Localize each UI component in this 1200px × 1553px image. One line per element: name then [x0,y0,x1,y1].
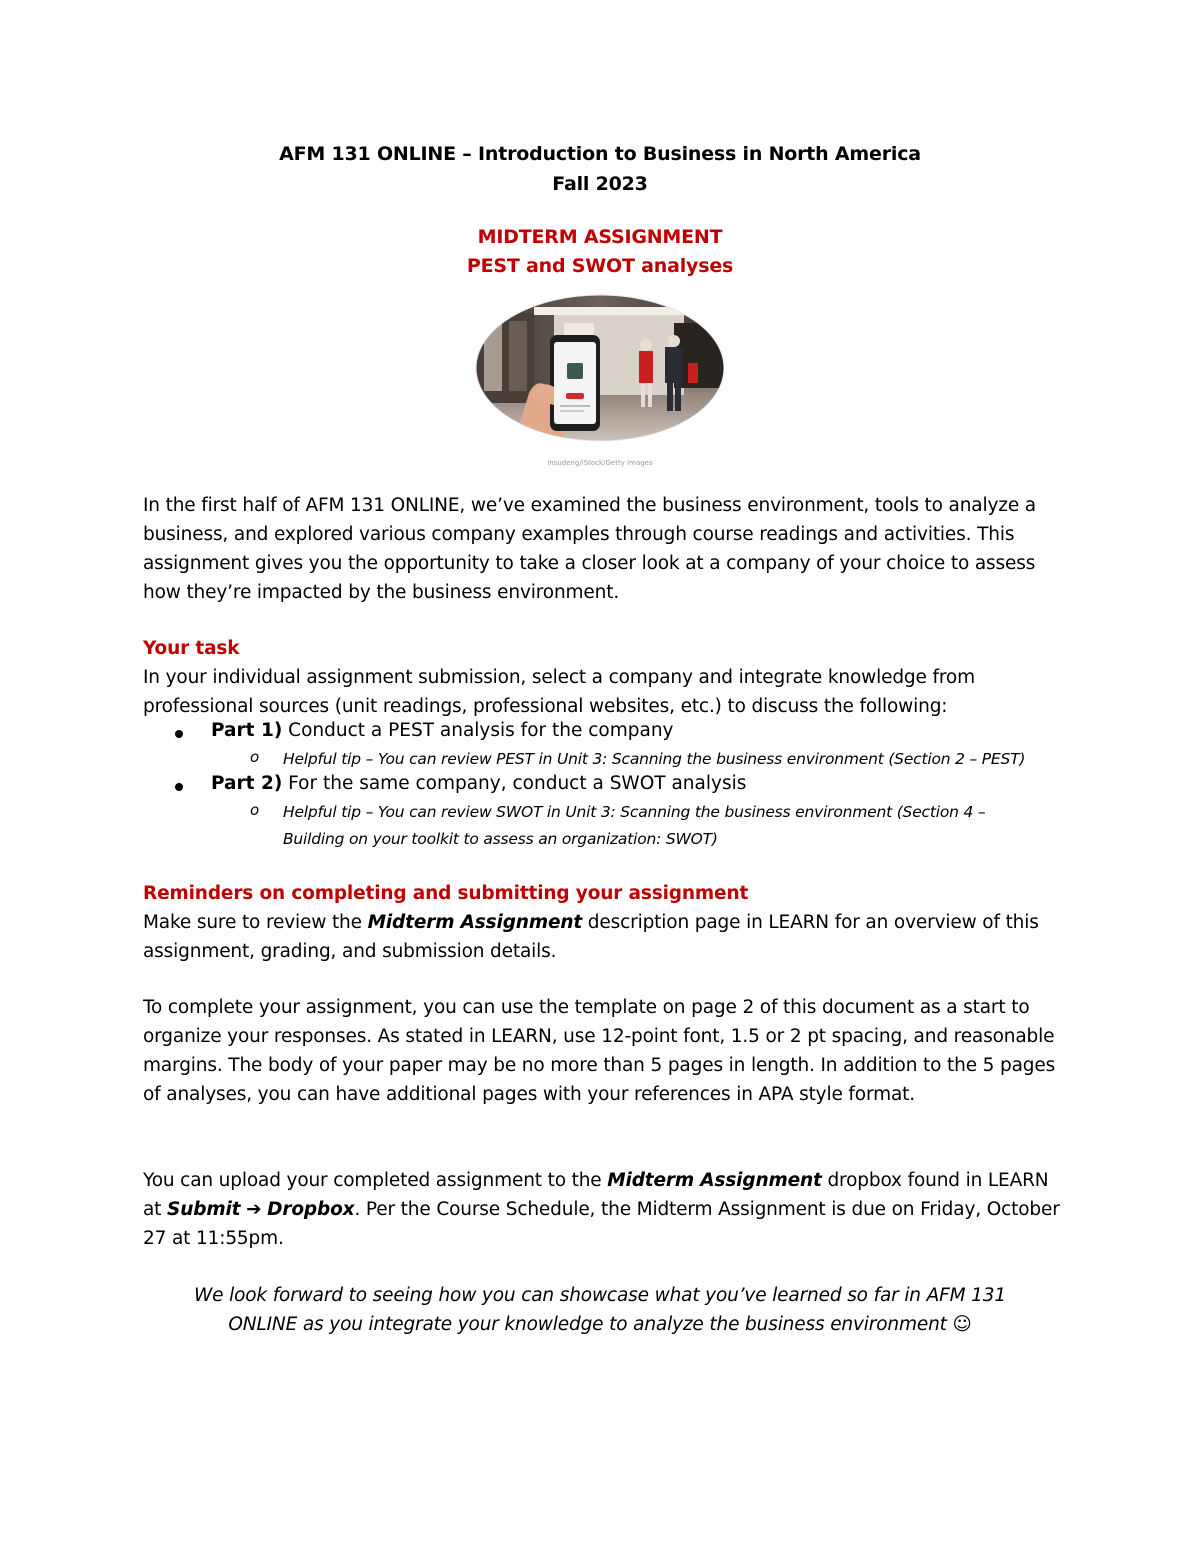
part-2-tip-line2: Building on your toolkit to assess an organization: SWOT) [283,830,718,848]
part-2-tip-line1: Helpful tip – You can review SWOT in Unit 3: Scanning the business environment (Section 4 – [283,803,986,821]
assignment-title: MIDTERM ASSIGNMENT [477,226,723,248]
submit-emphasis: Submit [167,1199,241,1220]
part-1-label: Part 1) [211,720,283,741]
part-2-text: For the same company, conduct a SWOT analysis [288,773,747,794]
part-1-tip: Helpful tip – You can review PEST in Unit 3: Scanning the business environment (Section 2 – PEST) [283,750,1026,768]
reminders-p3 [143,1166,1063,1253]
task-text: In your individual assignment submission, select a company and integrate knowledge from professional sources (unit readings, professional websites, etc.) to discuss the following: [143,667,975,717]
sub-bullet-icon: o [250,801,260,819]
reminders-p3-pre: You can upload your completed assignment to the [143,1170,608,1191]
bullet-icon [175,783,183,791]
task-heading: Your task [143,638,240,659]
arrow-icon: ➔ [246,1199,262,1220]
sub-bullet-icon: o [250,748,260,766]
store-shopping-photo [474,293,726,443]
reminders-p2: To complete your assignment, you can use the template on page 2 of this document as a start to organize your responses. As stated in LEARN, use 12-point font, 1.5 or 2 pt spacing, and reasonable margins. The body of your paper may be no more than 5 pages in length. In addition to the 5 pages of analyses, you can have additional pages with your references in APA style format. [143,997,1056,1105]
part-2-item [211,773,746,794]
part-1-item [211,720,674,741]
reminders-heading: Reminders on completing and submitting your assignment [143,883,749,904]
midterm-assignment-emphasis: Midterm Assignment [367,912,583,933]
course-title: AFM 131 ONLINE – Introduction to Business in North America [279,143,921,165]
dropbox-emphasis: Dropbox [267,1199,355,1220]
intro-text: In the first half of AFM 131 ONLINE, we’ve examined the business environment, tools to analyze a business, and explored various company examples through course readings and activities. This assignment gives you the opportunity to take a closer look at a company of your choice to assess how they’re impacted by the business environment. [143,495,1036,603]
reminders-p2-block [143,993,1063,1109]
intro-paragraph [143,491,1063,607]
term-label: Fall 2023 [552,173,648,195]
reminders-p3-mid: dropbox found in LEARN at [143,1170,1049,1220]
assignment-subtitle: PEST and SWOT analyses [466,255,734,277]
closing-line-2: ONLINE as you integrate your knowledge to analyze the business environment ☺ [228,1314,972,1335]
task-section [143,634,1063,721]
reminders-p3-block [143,1166,1063,1253]
reminders-p1-pre: Make sure to review the [143,912,368,933]
midterm-assignment-emphasis: Midterm Assignment [607,1170,822,1191]
part-2-label: Part 2) [211,773,283,794]
bullet-icon [175,730,183,738]
reminders-p3-post: . Per the Course Schedule, the Midterm Assignment is due on Friday, October 27 at 11:55pm. [143,1199,1060,1249]
closing-line-1: We look forward to seeing how you can showcase what you’ve learned so far in AFM 131 [193,1285,1007,1306]
part-1-text: Conduct a PEST analysis for the company [288,720,674,741]
image-credit: insudeng/iStock/Getty Images [547,459,653,467]
reminders-p1 [143,908,1063,966]
reminders-p1-post: description page in LEARN for an overview of this assignment, grading, and submission details. [143,912,1039,962]
reminders-section [143,879,1063,966]
